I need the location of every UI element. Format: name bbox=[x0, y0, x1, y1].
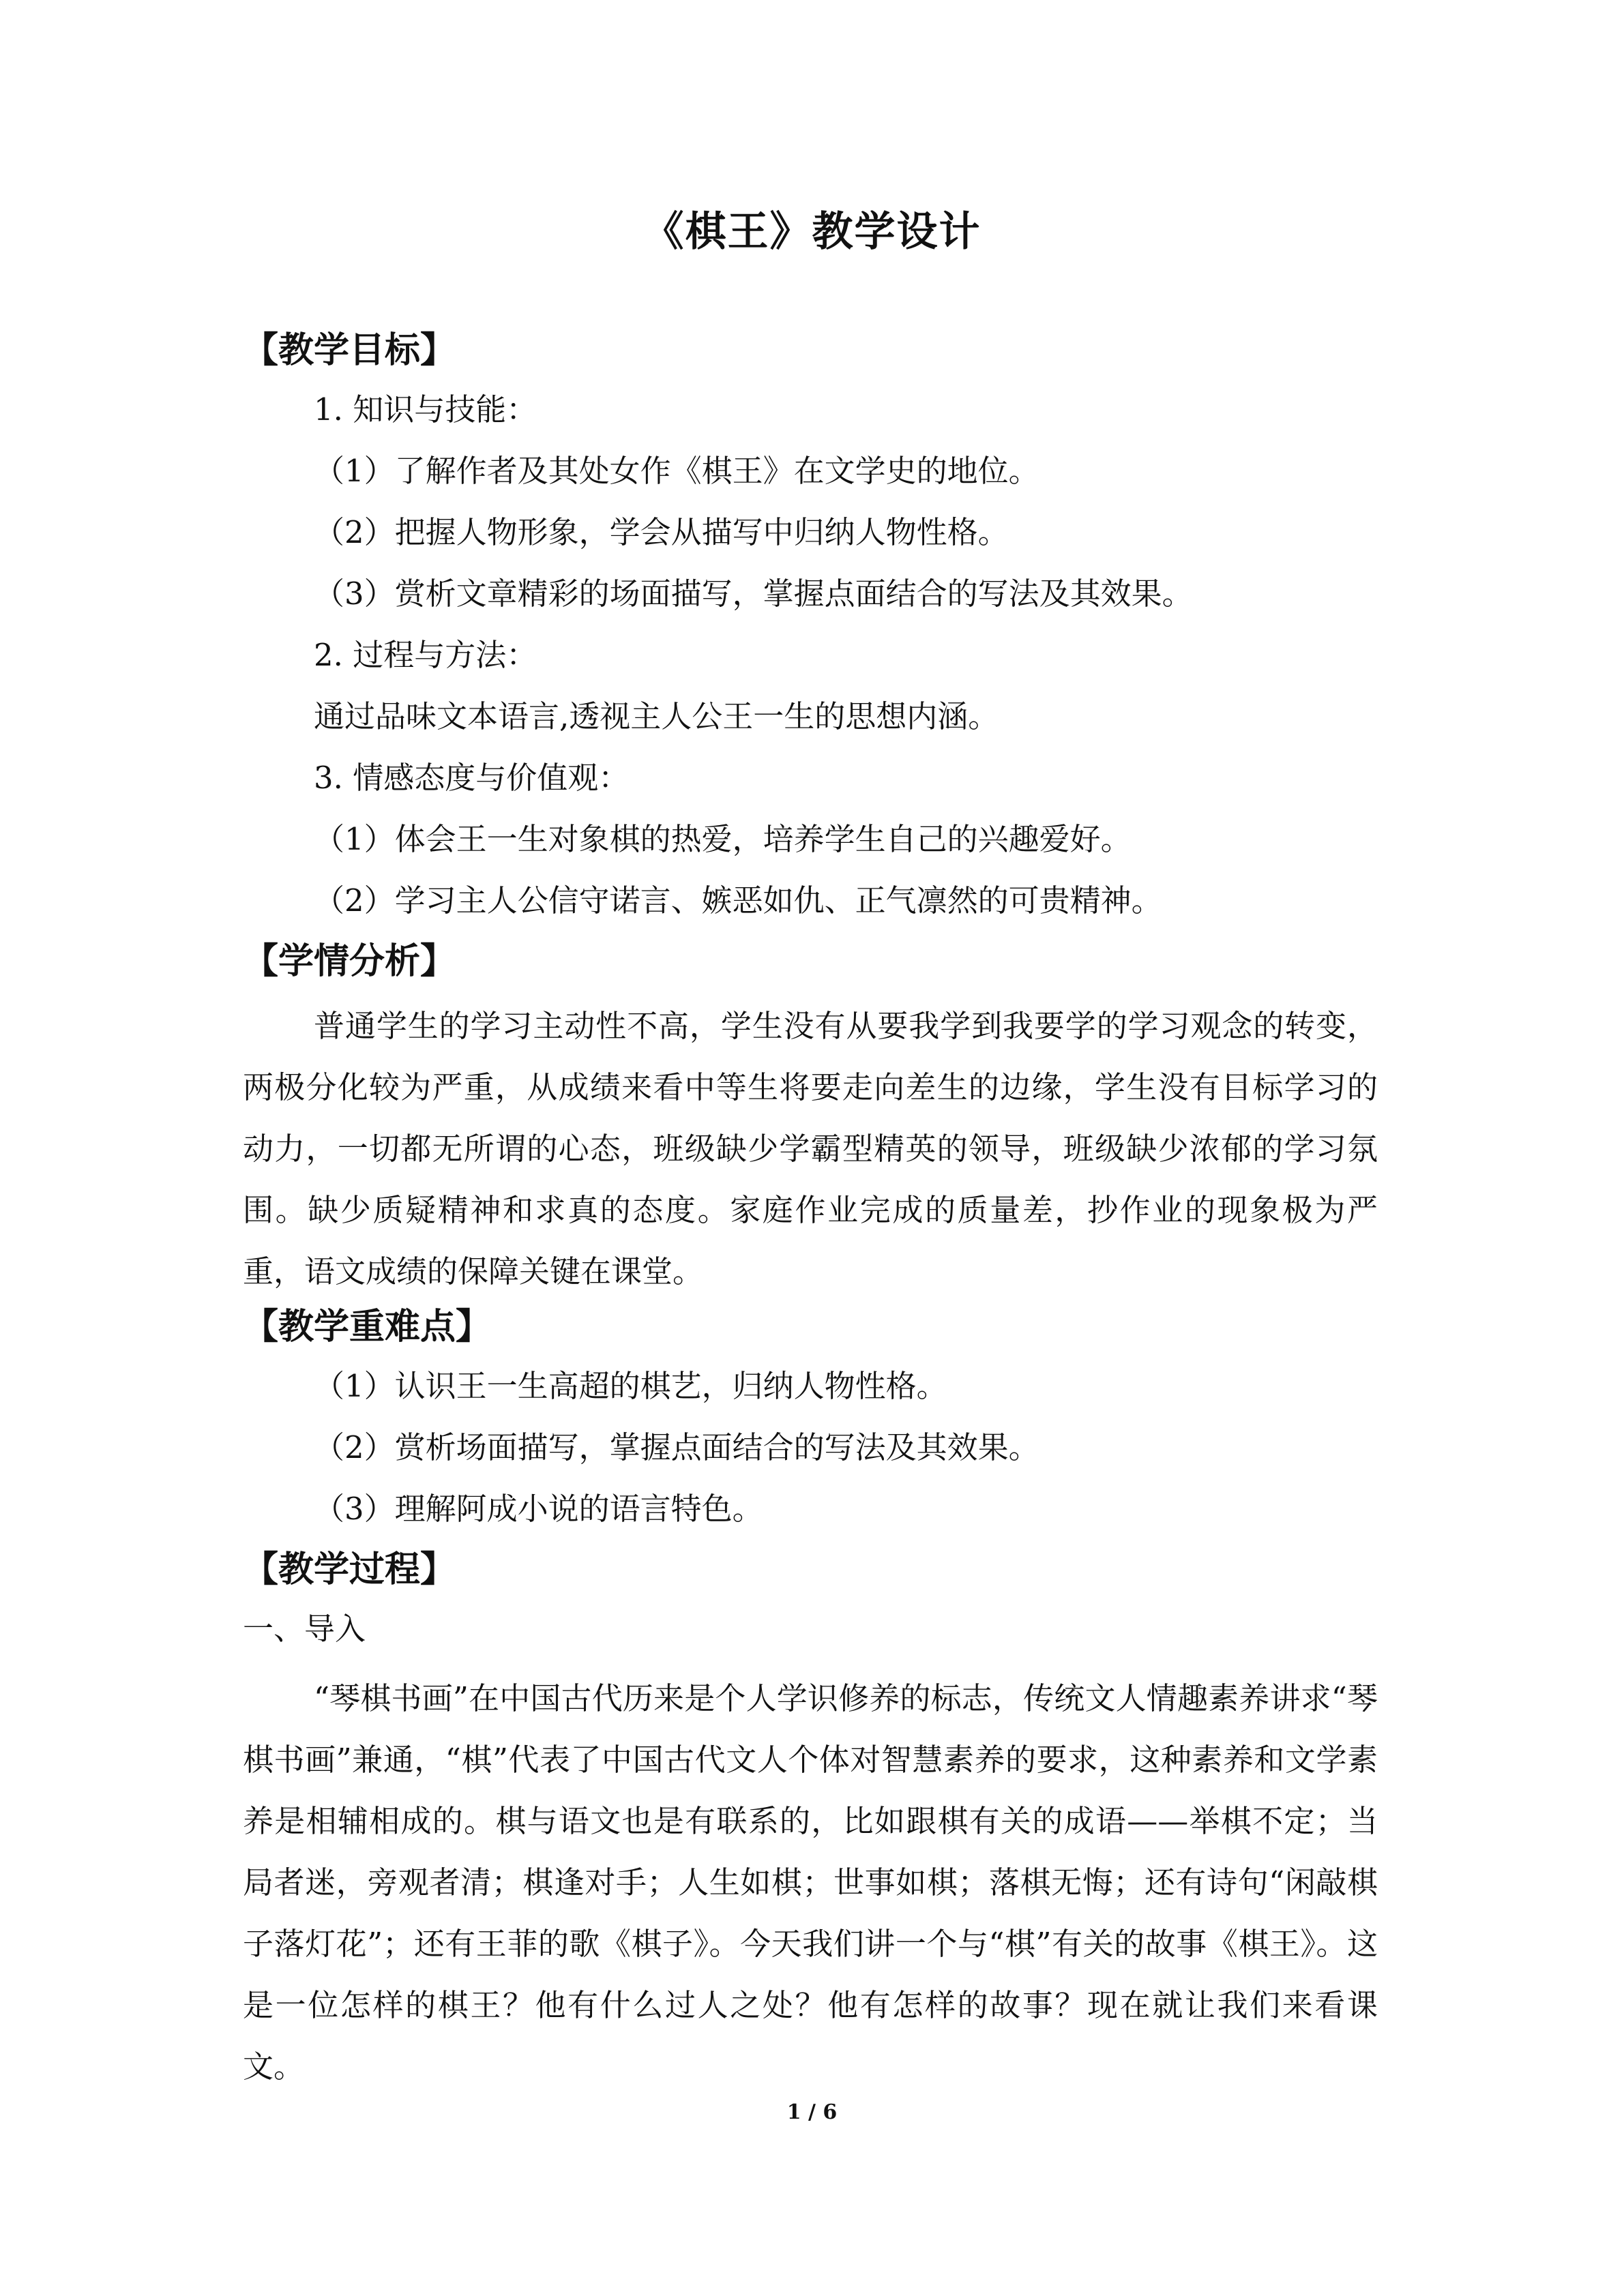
section-heading-key-points: 【教学重难点】 bbox=[243, 1307, 492, 1347]
goal-item-emotion: 3. 情感态度与价值观： bbox=[314, 760, 630, 796]
document-title: 《棋王》教学设计 bbox=[643, 208, 981, 256]
key-point-3: （3）理解阿成小说的语言特色。 bbox=[314, 1491, 763, 1527]
section-heading-goals: 【教学目标】 bbox=[243, 330, 456, 371]
key-point-2: （2）赏析场面描写，掌握点面结合的写法及其效果。 bbox=[314, 1429, 1039, 1465]
page-number: 1 / 6 bbox=[786, 2100, 838, 2124]
key-point-1: （1）认识王一生高超的棋艺，归纳人物性格。 bbox=[314, 1368, 947, 1404]
goal-item-knowledge: 1. 知识与技能： bbox=[314, 391, 537, 428]
goal-subitem-2: （2）把握人物形象，学会从描写中归纳人物性格。 bbox=[314, 514, 1009, 550]
goal-emotion-subitem-1: （1）体会王一生对象棋的热爱，培养学生自己的兴趣爱好。 bbox=[314, 821, 1132, 857]
process-subheading-intro: 一、导入 bbox=[243, 1611, 366, 1647]
intro-paragraph: “琴棋书画”在中国古代历来是个人学识修养的标志，传统文人情趣素养讲求“琴棋书画”兼通，“棋”代表了中国古代文人个体对智慧素养的要求，这种素养和文学素养是相辅相成的。棋与语文也是有联系的，比如跟棋有关的成语——举棋不定；当局者迷，旁观者清；棋逢对手；人生如棋；世事如棋；落棋无悔；还有诗句“闲敲棋子落灯花”；还有王菲的歌《棋子》。今天我们讲一个与“棋”有关的故事《棋王》。这是一位怎样的棋王？他有什么过人之处？他有怎样的故事？现在就让我们来看课文。 bbox=[243, 1680, 1378, 2085]
analysis-paragraph: 普通学生的学习主动性不高，学生没有从要我学到我要学的学习观念的转变，两极分化较为严重，从成绩来看中等生将要走向差生的边缘，学生没有目标学习的动力，一切都无所谓的心态，班级缺少学霸型精英的领导，班级缺少浓郁的学习氛围。缺少质疑精神和求真的态度。家庭作业完成的质量差，抄作业的现象极为严重，语文成绩的保障关键在课堂。 bbox=[243, 1008, 1378, 1289]
goal-process-text: 通过品味文本语言,透视主人公王一生的思想内涵。 bbox=[314, 698, 999, 734]
goal-subitem-3: （3）赏析文章精彩的场面描写，掌握点面结合的写法及其效果。 bbox=[314, 576, 1193, 612]
section-heading-process: 【教学过程】 bbox=[243, 1549, 456, 1590]
goal-item-process: 2. 过程与方法： bbox=[314, 637, 537, 673]
goal-subitem-1: （1）了解作者及其处女作《棋王》在文学史的地位。 bbox=[314, 453, 1039, 489]
goal-emotion-subitem-2: （2）学习主人公信守诺言、嫉恶如仇、正气凛然的可贵精神。 bbox=[314, 882, 1162, 919]
section-heading-analysis: 【学情分析】 bbox=[243, 941, 456, 982]
